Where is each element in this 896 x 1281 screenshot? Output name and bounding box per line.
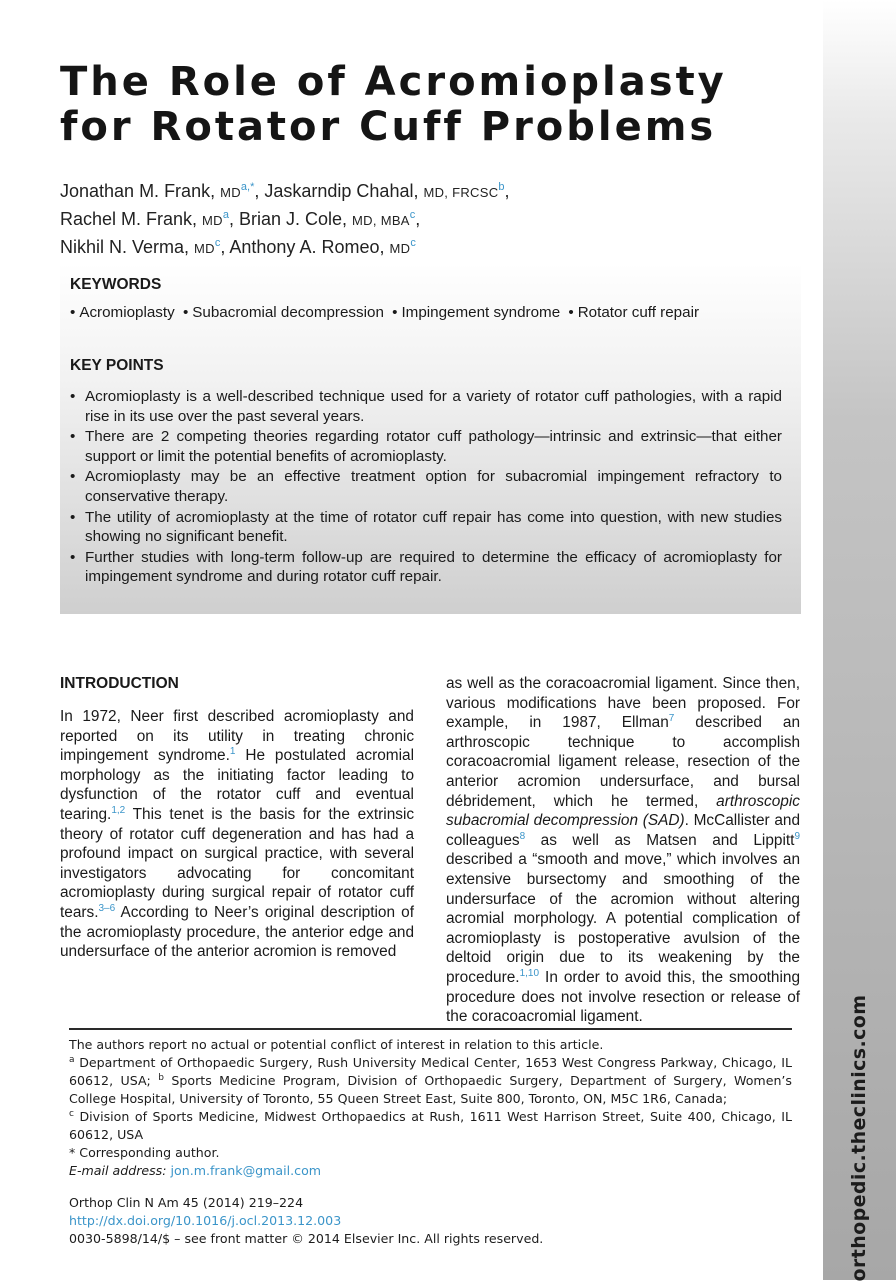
key-point-item: • Further studies with long-term follow-up are required to determine the efficacy of acromioplasty for impingement syndrome and during rotator cuff repair. [70, 548, 782, 587]
citation-ref[interactable]: 1,10 [519, 967, 540, 979]
citation-ref[interactable]: 1 [229, 746, 236, 758]
introduction-paragraph-part-2: as well as the coracoacromial ligament. Since then, various modifications have been proposed. For example, in 1987, Ellman$^7$ described an arthroscopic technique to accomplish coracoacromial ligament release, resection of the anterior acromion undersurface, and bursal débridement, which he termed, arthroscopic subacromial decompression (SAD). McCallister and colleagues$^8$ as well as Matsen and Lippitt$^9$ described a “smooth and move,” which involves an extensive bursectomy and smoothing of the undersurface of the acromion without altering acromial morphology. A potential complication of acromioplasty is postoperative avulsion of the deltoid origin due to its weakening by the procedure.$^{1,10}$ In order to avoid this, the smoothing procedure does not involve resection or release of the coracoacromial ligament. [446, 675, 801, 1026]
footnotes [69, 1036, 792, 1180]
citation-ref[interactable]: 8 [519, 830, 526, 842]
citation-ref[interactable]: 3–6 [98, 902, 116, 914]
keywords-list: • Acromioplasty • Subacromial decompression • Impingement syndrome • Rotator cuff repair [70, 304, 699, 321]
keywords-keypoints-box [60, 263, 801, 614]
email-line: E-mail address: jon.m.frank@gmail.com [69, 1163, 322, 1178]
author-list: Jonathan M. Frank, $MD^{a,*}$, Jaskarndip Chahal, MD, FRCSC$^b$, Rachel M. Frank, $MD^a$, Brian J. Cole, MD, MBA$^c$, Nikhil N. Verma, $MD^c$, Anthony A. Romeo, $MD^c$ [60, 181, 510, 257]
article-title [60, 60, 800, 150]
keyword: Rotator cuff repair [577, 304, 699, 321]
doi-link[interactable]: http://dx.doi.org/10.1016/j.ocl.2013.12.003 [69, 1213, 342, 1228]
title-line-2: for Rotator Cuff Problems [60, 104, 717, 150]
keyword: Subacromial decompression [192, 304, 384, 321]
keyword: Impingement syndrome [401, 304, 561, 321]
body-column-right [446, 674, 800, 1027]
body-column-left [60, 674, 414, 962]
key-point-item: • Acromioplasty is a well-described technique used for a variety of rotator cuff pathologies, with a rapid rise in its use over the past several years. [70, 387, 782, 426]
citation-ref[interactable]: 7 [668, 713, 675, 725]
citation-ref[interactable]: 9 [794, 830, 801, 842]
keywords-heading: KEYWORDS [70, 276, 162, 293]
key-point-item: • The utility of acromioplasty at the time of rotator cuff repair has come into question, with new studies showing no significant benefit. [70, 508, 782, 547]
conflict-statement: The authors report no actual or potential conflict of interest in relation to this article. [69, 1037, 604, 1052]
citation-ref[interactable]: 1,2 [111, 804, 126, 816]
introduction-heading: INTRODUCTION [60, 675, 179, 692]
key-point-item: • There are 2 competing theories regarding rotator cuff pathology—intrinsic and extrinsic—that either support or limit the potential benefits of acromioplasty. [70, 427, 782, 466]
journal-info [69, 1194, 792, 1248]
journal-citation: Orthop Clin N Am 45 (2014) 219–224 [69, 1195, 304, 1210]
footnote-rule [69, 1028, 792, 1030]
introduction-paragraph-part-1: In 1972, Neer first described acromioplasty and reported on its utility in treating chronic impingement syndrome.$^1$ He postulated acromial morphology as the initiating factor leading to dysfunction of the rotator cuff and eventual tearing.$^{1,2}$ This tenet is the basis for the extrinsic theory of rotator cuff degeneration and has had a profound impact on surgical practice, with several investigators advocating for concomitant acromioplasty during surgical repair of rotator cuff tears.$^{3-6}$ According to Neer’s original description of the acromioplasty procedure, the anterior edge and undersurface of the anterior acromion is removed [60, 708, 415, 961]
email-link[interactable]: jon.m.frank@gmail.com [170, 1163, 322, 1178]
key-point-item: • Acromioplasty may be an effective treatment option for subacromial impingement refractory to conservative therapy. [70, 467, 782, 506]
keyword: Acromioplasty [79, 304, 175, 321]
title-line-1: The Role of Acromioplasty [60, 59, 727, 105]
journal-site-banner: orthopedic.theclinics.com [848, 994, 870, 1281]
copyright: 0030-5898/14/$ – see front matter © 2014 Elsevier Inc. All rights reserved. [69, 1231, 544, 1246]
key-points-heading: KEY POINTS [70, 357, 164, 374]
key-points-list [70, 387, 782, 588]
corresponding-author: * Corresponding author. [69, 1145, 220, 1160]
affiliations: $^a$ Department of Orthopaedic Surgery, Rush University Medical Center, 1653 West Congress Parkway, Chicago, IL 60612, USA; $^b$ Sports Medicine Program, Division of Orthopaedic Surgery, Department of Surgery, Women’s College Hospital, University of Toronto, 55 Queen Street East, Suite 800, Toronto, ON, M5C 1R6, Canada; $^c$ Division of Sports Medicine, Midwest Orthopaedics at Rush, 1611 West Harrison Street, Suite 400, Chicago, IL 60612, USA [69, 1055, 792, 1142]
